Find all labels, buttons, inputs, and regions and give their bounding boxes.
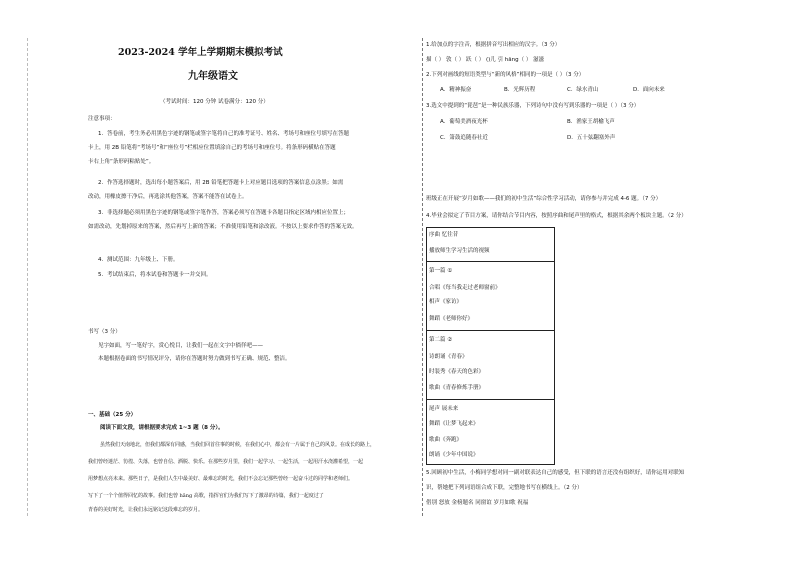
notice-line: 如需改动，先划掉原来的答案，然后再写上新的答案；不准使用铅笔和涂改液。不按以上要求作答的答案无效。 bbox=[88, 224, 358, 230]
exam-title: 2023-2024 学年上学期期末模拟考试 bbox=[118, 47, 283, 58]
program-item: 第二篇 ② bbox=[429, 337, 453, 343]
program-item: 播放师生学习生活的视频 bbox=[429, 248, 490, 254]
program-item: 合唱《每当我走过老师窗前》 bbox=[429, 285, 501, 291]
notice-line: 5．考试结束后，将本试卷和答题卡一并交回。 bbox=[98, 272, 212, 278]
option-a: A．葡萄美酒夜光杯 bbox=[440, 119, 488, 125]
exam-info: （考试时间：120 分钟 试卷满分：120 分） bbox=[160, 99, 269, 105]
reading-line: 我们曾经迷茫、彷徨、失落，也曾自信、洒脱、快乐。在那些岁月里，我们一起学习、一起生活，一起用汗水浇灌希望，一起 bbox=[88, 459, 364, 465]
writing-heading: 书写（3 分） bbox=[88, 329, 121, 335]
notice-line: 卡右上角“条形码粘贴处”。 bbox=[88, 159, 155, 165]
program-item: 第一篇 ① bbox=[429, 268, 453, 274]
question-4: 4.毕业会拟定了节目方案，请你结合节目内容，按照序曲和尾声里的格式，根据其余两个板块主题。（2 分） bbox=[426, 213, 687, 219]
notice-line: 1．答卷前，考生务必用黑色字迹的钢笔或签字笔将自己的准考证号、姓名、考场号和座位号填写在答题 bbox=[98, 131, 350, 137]
question-3: 3.选文中提到的“琵琶”是一种民族乐器，下列诗句中没有写到乐器的一项是（ ）（3 分） bbox=[426, 103, 640, 109]
reading-line: 用梦想点亮未来。那些日子，是我们人生中最美好、最难忘的时光，我们不会忘记那些曾经一起奋斗过的同学和老师们。 bbox=[88, 476, 354, 482]
program-item: 相声《家访》 bbox=[429, 299, 463, 305]
notice-line: 卡上，用 2B 铅笔将“考场号”和“座位号”栏相应位置填涂自己的考场号和座位号。将条形码横贴在答题 bbox=[88, 145, 336, 151]
writing-line: 本题根据卷面的书写情况评分，请你在答题时努力做到书写正确、规范、整洁。 bbox=[98, 356, 291, 362]
program-table bbox=[426, 227, 555, 465]
page-divider bbox=[422, 38, 424, 516]
option-a: A．精神振奋 bbox=[440, 87, 472, 93]
table-divider bbox=[426, 261, 554, 262]
section-heading: 一、基础（25 分） bbox=[88, 412, 137, 418]
notice-line: 4．测试范围：九年级上、下册。 bbox=[98, 257, 179, 263]
writing-line: 见字如面，写一笔好字，赏心悦目，让我们一起在文字中徜徉吧—— bbox=[98, 343, 264, 349]
program-item: 尾声 展未来 bbox=[429, 406, 459, 412]
program-item: 朗诵《少年中国说》 bbox=[429, 452, 479, 458]
activity-intro: 班级正在开展“岁月如歌——我们的初中生活”综合性学习活动，请你参与并完成 4-6 题。（7 分） bbox=[426, 196, 662, 202]
reading-intro: 阅读下面文段，请根据要求完成 1~3 题（8 分）。 bbox=[100, 425, 224, 431]
reading-line: 虽然我们天南地北，但我们都深有同感，当我们回首往事的时候，在我们心中，都会有一片属于自己的风景。在成长的路上， bbox=[100, 442, 376, 448]
reading-line: 青春的美好时光，让我们永远铭记这段难忘的岁月。 bbox=[88, 507, 204, 513]
option-d: D．五十弦翻塞外声 bbox=[567, 135, 616, 141]
program-item: 舞蹈《让梦飞起来》 bbox=[429, 421, 479, 427]
program-item: 舞蹈《老师你好》 bbox=[429, 316, 474, 322]
question-1: 1.给加点的字注音，根据拼音写出相应的汉字。（3 分） bbox=[426, 42, 561, 48]
program-item: 歌曲《青春修炼手册》 bbox=[429, 385, 485, 391]
question-5-words: 借别 怒放 金榜题名 同窗谊 岁月如歌 祝福 bbox=[426, 500, 529, 506]
option-b: B．光辉历程 bbox=[504, 87, 536, 93]
notice-line: 改动，用橡皮擦干净后，再选涂其他答案，答案不能答在试卷上。 bbox=[88, 194, 248, 200]
notice-line: 2．作答选择题时，选出每小题答案后，用 2B 铅笔把答题卡上对应题目选项的答案信息点涂黑；如需 bbox=[98, 180, 344, 186]
table-divider bbox=[426, 330, 554, 331]
table-divider bbox=[426, 399, 554, 400]
question-1-items: 描（ ） 敦（ ） 跃（ ） ()儿 引 hāng（ ） 滋滋 bbox=[426, 57, 545, 63]
option-c: C．箫鼓追随春社近 bbox=[440, 135, 488, 141]
program-item: 时装秀《春天的色彩》 bbox=[429, 369, 485, 375]
question-2: 2.下列对画线的短语类型与“新的风格”相同的一项是（ ）（3 分） bbox=[426, 72, 585, 78]
question-5-line: 识，帮她把下列词语组合成下联，完整地书写在横线上。（2 分） bbox=[426, 485, 583, 491]
reading-line: 写下了一个个值得回忆的故事。我们也曾 hāng 高歌，指挥官们为我们写下了激昂的诗篇，我们一起度过了 bbox=[88, 493, 324, 499]
notice-line: 3．非选择题必须用黑色字迹的钢笔或签字笔作答，答案必须写在答题卡各题目指定区域内相应位置上； bbox=[98, 210, 350, 216]
program-item: 诗朗诵《青春》 bbox=[429, 354, 468, 360]
notice-heading: 注意事项： bbox=[88, 116, 116, 122]
option-c: C．绿水青山 bbox=[567, 87, 599, 93]
binding-line bbox=[27, 38, 29, 516]
question-5: 5.回顾初中生活，小梅同学想对同一副对联表达自己的感受，但下联的语言还没有组织好，请你运用对联知 bbox=[426, 470, 685, 476]
option-d: D．面向未来 bbox=[633, 87, 665, 93]
option-b: B．渔家王胡榆飞声 bbox=[567, 119, 615, 125]
program-item: 序曲 忆往昔 bbox=[429, 232, 459, 238]
program-item: 歌曲《奔跑》 bbox=[429, 437, 463, 443]
exam-subtitle: 九年级语文 bbox=[188, 71, 238, 82]
